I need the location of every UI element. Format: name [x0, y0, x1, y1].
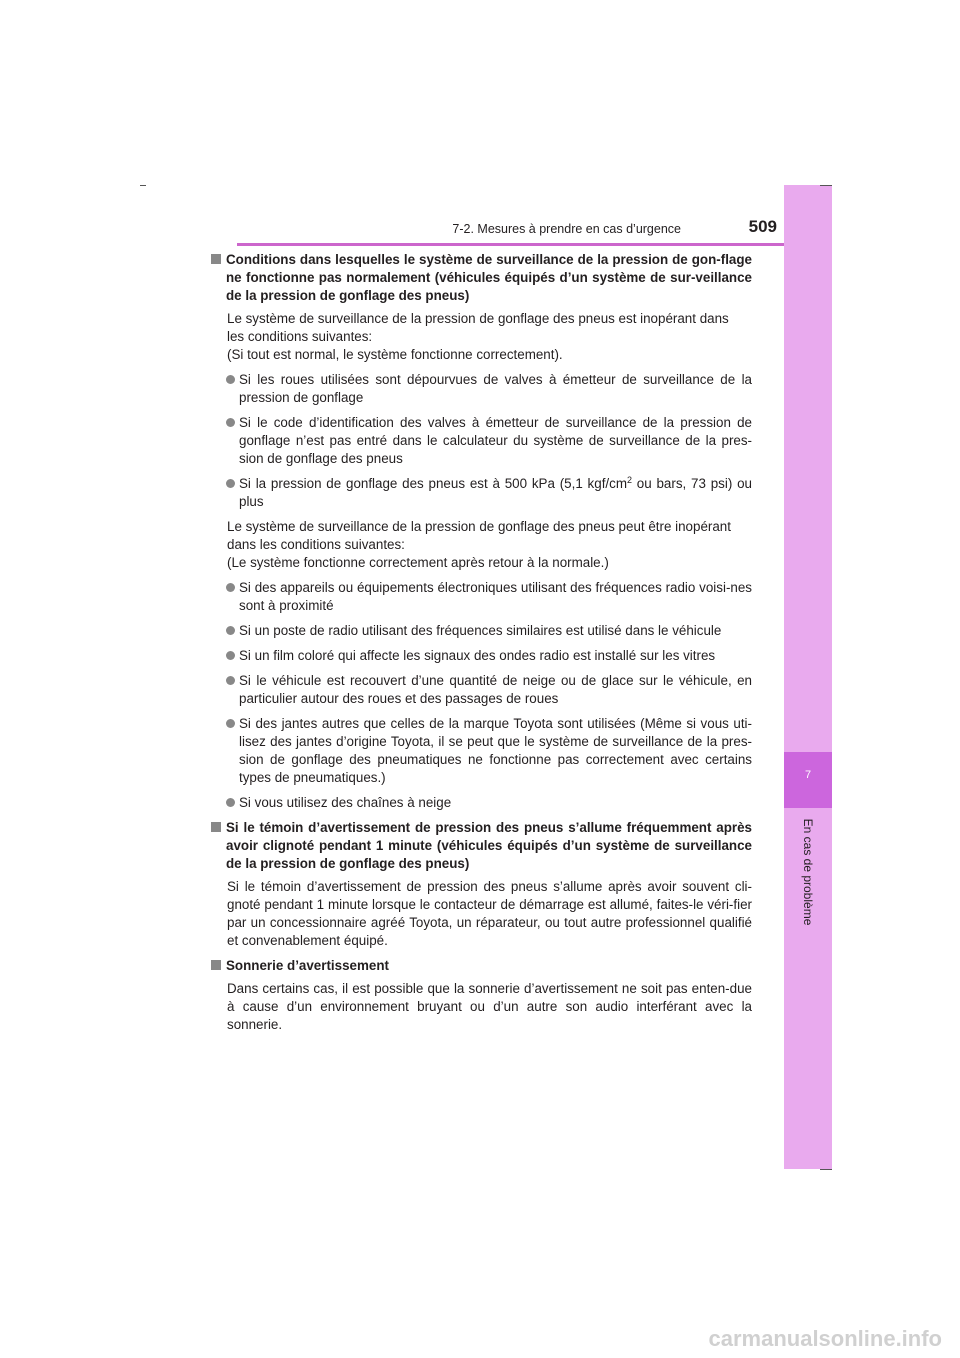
page-content	[210, 251, 752, 1041]
header-rule	[237, 243, 832, 246]
pressure-text-after: ou bars, 73 psi) ou plus	[239, 476, 752, 509]
section-heading-text: Sonnerie d’avertissement	[226, 958, 389, 973]
section-heading-text: Si le témoin d’avertissement de pression des pneus s’allume fréquemment après avoir clignoté pendant 1 minute (véhicules équipés d’un système de surveillance de la pression de gonflage des pneus)	[226, 820, 752, 871]
section-heading	[210, 819, 752, 873]
intro-paragraph	[210, 310, 752, 364]
section-heading	[210, 251, 752, 305]
chapter-number: 7	[804, 769, 812, 781]
list-item	[210, 715, 752, 787]
page-header	[237, 214, 777, 244]
intro-line: les conditions suivantes:	[227, 329, 373, 344]
list-item	[210, 672, 752, 708]
section-title: 7-2. Mesures à prendre en cas d’urgence	[452, 222, 681, 236]
circle-bullet-icon	[226, 375, 235, 384]
chapter-title: En cas de problème	[801, 818, 815, 926]
list-item-text: Si les roues utilisées sont dépourvues de valves à émetteur de surveillance de la pression de gonflage	[239, 372, 752, 405]
list-item	[210, 475, 752, 511]
list-item-text: Si des jantes autres que celles de la marque Toyota sont utilisées (Même si vous uti-lisez des jantes d’origine Toyota, il se peut que le système de surveillance de la pres-sion de gonflage des pneumatiques ne fonctionne pas correctement avec certains types de pneumatiques.)	[239, 716, 752, 785]
list-item-text: Si des appareils ou équipements électroniques utilisant des fréquences radio voisi-nes sont à proximité	[239, 580, 752, 613]
square-bullet-icon	[211, 960, 221, 970]
section-heading-text: Conditions dans lesquelles le système de surveillance de la pression de gon-flage ne fonctionne pas normalement (véhicules équipés d’un système de sur-veillance de la pression de gonflage des pneus)	[226, 252, 752, 303]
intro-line: Le système de surveillance de la pression de gonflage des pneus peut être inopérant	[227, 519, 731, 534]
watermark: carmanualsonline.info	[708, 1326, 942, 1351]
page-number: 509	[748, 217, 777, 236]
list-item-text: Si le véhicule est recouvert d’une quantité de neige ou de glace sur le véhicule, en particulier autour des roues et des passages de roues	[239, 673, 752, 706]
intro-line: dans les conditions suivantes:	[227, 537, 405, 552]
chapter-side-tab	[784, 185, 832, 1169]
circle-bullet-icon	[226, 651, 235, 660]
circle-bullet-icon	[226, 583, 235, 592]
section-heading	[210, 957, 752, 975]
list-item	[210, 647, 752, 665]
circle-bullet-icon	[226, 418, 235, 427]
chapter-number-box	[784, 752, 832, 808]
list-item	[210, 622, 752, 640]
square-bullet-icon	[211, 822, 221, 832]
list-item	[210, 414, 752, 468]
list-item-text: Si le code d’identification des valves à émetteur de surveillance de la pression de gonflage n’est pas entré dans le calculateur du système de surveillance de la pres-sion de gonflage des pneus	[239, 415, 752, 466]
square-bullet-icon	[211, 254, 221, 264]
list-item-text: Si un poste de radio utilisant des fréquences similaires est utilisé dans le véhicule	[239, 623, 722, 638]
list-item	[210, 371, 752, 407]
intro-line: (Le système fonctionne correctement après retour à la normale.)	[227, 555, 609, 570]
superscript: 2	[627, 475, 633, 485]
side-tab-bottom-rule	[820, 1169, 832, 1170]
intro-paragraph	[210, 518, 752, 572]
circle-bullet-icon	[226, 626, 235, 635]
intro-line: Le système de surveillance de la pression de gonflage des pneus est inopérant dans	[227, 311, 729, 326]
intro-line: (Si tout est normal, le système fonctionne correctement).	[227, 347, 563, 362]
crop-mark	[140, 185, 146, 186]
circle-bullet-icon	[226, 676, 235, 685]
list-item	[210, 794, 752, 812]
side-tab-top-rule	[820, 185, 832, 186]
circle-bullet-icon	[226, 479, 235, 488]
list-item	[210, 579, 752, 615]
list-item-text: Si un film coloré qui affecte les signaux des ondes radio est installé sur les vitres	[239, 648, 716, 663]
section-paragraph: Dans certains cas, il est possible que la sonnerie d’avertissement ne soit pas enten-due à cause d’un environnement bruyant ou d’un autre son audio interférant avec la sonnerie.	[227, 981, 752, 1032]
circle-bullet-icon	[226, 798, 235, 807]
list-item-text: Si vous utilisez des chaînes à neige	[239, 795, 452, 810]
pressure-text-before: Si la pression de gonflage des pneus est à 500 kPa (5,1 kgf/cm	[239, 476, 627, 491]
section-paragraph: Si le témoin d’avertissement de pression des pneus s’allume après avoir souvent cli-gnoté pendant 1 minute lorsque le contacteur de démarrage est allumé, faites-le véri-fier par un concessionnaire agréé Toyota, un réparateur, ou tout autre professionnel qualifié et convenablement équipé.	[227, 879, 752, 948]
circle-bullet-icon	[226, 719, 235, 728]
